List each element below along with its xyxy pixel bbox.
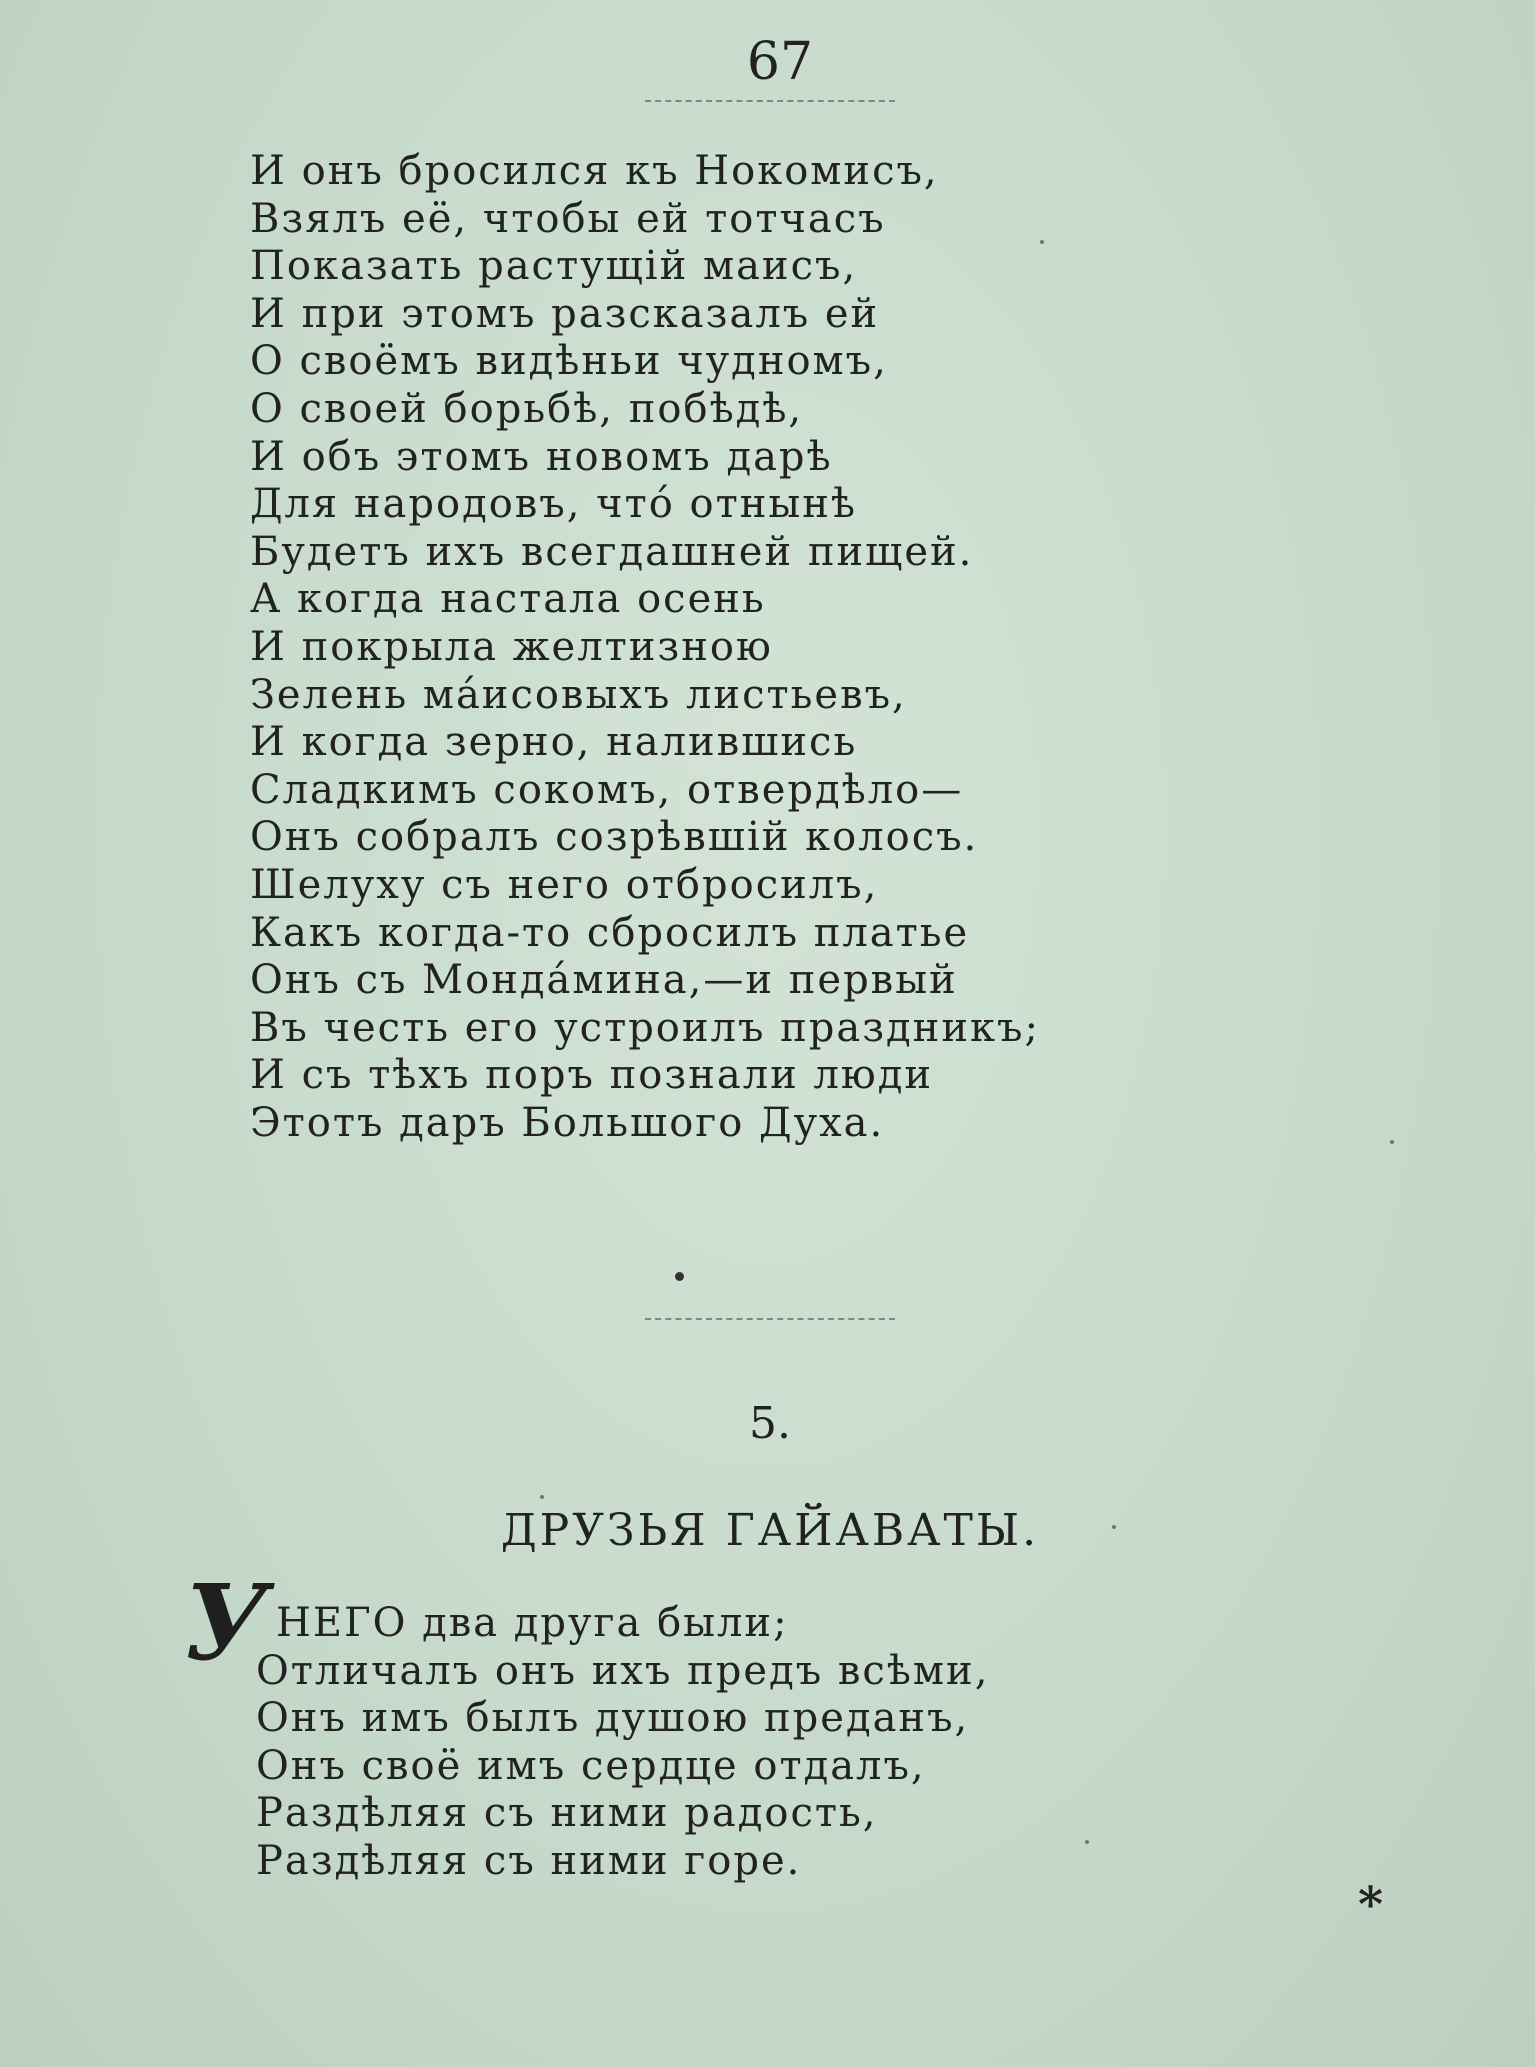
- paper-speck: [1112, 1525, 1116, 1529]
- paper-speck: [1390, 1140, 1394, 1144]
- verse-line: Раздѣляя съ ними горе.: [256, 1837, 802, 1884]
- verse-line: О своей борьбѣ, побѣдѣ,: [250, 385, 804, 432]
- paper-speck: [1040, 240, 1044, 244]
- verse-line: Какъ когда-то сбросилъ платье: [250, 909, 970, 956]
- verse-stanza-one: [250, 148, 1040, 1147]
- verse-line: Этотъ даръ Большого Духа.: [250, 1099, 885, 1146]
- page-number: 67: [746, 32, 814, 92]
- verse-stanza-two: [256, 1600, 989, 1886]
- verse-line: И покрыла желтизною: [250, 623, 773, 670]
- verse-line: Раздѣляя съ ними радость,: [256, 1790, 878, 1837]
- verse-line: О своёмъ видѣньи чудномъ,: [250, 338, 888, 385]
- paper-speck: [540, 1495, 544, 1499]
- verse-line: Онъ съ Монда́мина,—и первый: [250, 957, 958, 1004]
- verse-line: Взялъ её, чтобы ей тотчасъ: [250, 195, 886, 242]
- signature-asterisk: *: [1358, 1877, 1384, 1933]
- ornament-dot: [675, 1272, 684, 1281]
- section-title: ДРУЗЬЯ ГАЙАВАТЫ.: [500, 1505, 1040, 1556]
- verse-line: И объ этомъ новомъ дарѣ: [250, 433, 833, 480]
- verse-line: Отличалъ онъ ихъ предъ всѣми,: [256, 1647, 990, 1694]
- verse-line: Сладкимъ сокомъ, отвердѣло—: [250, 766, 964, 813]
- verse-line: Шелуху съ него отбросилъ,: [250, 861, 879, 908]
- verse-line: И при этомъ разсказалъ ей: [250, 290, 880, 337]
- drop-cap-letter: У: [184, 1561, 269, 1684]
- verse-line: Онъ своё имъ сердце отдалъ,: [256, 1742, 926, 1789]
- verse-line: Будетъ ихъ всегдашней пищей.: [250, 528, 974, 575]
- verse-line: А когда настала осень: [250, 576, 766, 623]
- paper-speck: [1085, 1840, 1089, 1844]
- verse-line-first: НЕГО два друга были;: [276, 1600, 789, 1646]
- verse-line: И когда зерно, налившись: [250, 719, 858, 766]
- section-number: 5.: [749, 1398, 791, 1449]
- section-divider-rule: [645, 1318, 895, 1320]
- verse-line: Для народовъ, что́ отнынѣ: [250, 481, 858, 528]
- verse-line: Зелень ма́исовыхъ листьевъ,: [250, 671, 907, 718]
- verse-line: И съ тѣхъ поръ познали люди: [250, 1052, 934, 1099]
- verse-line: Онъ имъ былъ душою преданъ,: [256, 1695, 970, 1742]
- header-rule: [645, 100, 895, 102]
- verse-line: Показать растущій маисъ,: [250, 243, 858, 290]
- verse-line: И онъ бросился къ Нокомисъ,: [250, 148, 939, 194]
- verse-line: Онъ собралъ созрѣвшій колосъ.: [250, 814, 979, 861]
- verse-line: Въ честь его устроилъ праздникъ;: [250, 1004, 1040, 1051]
